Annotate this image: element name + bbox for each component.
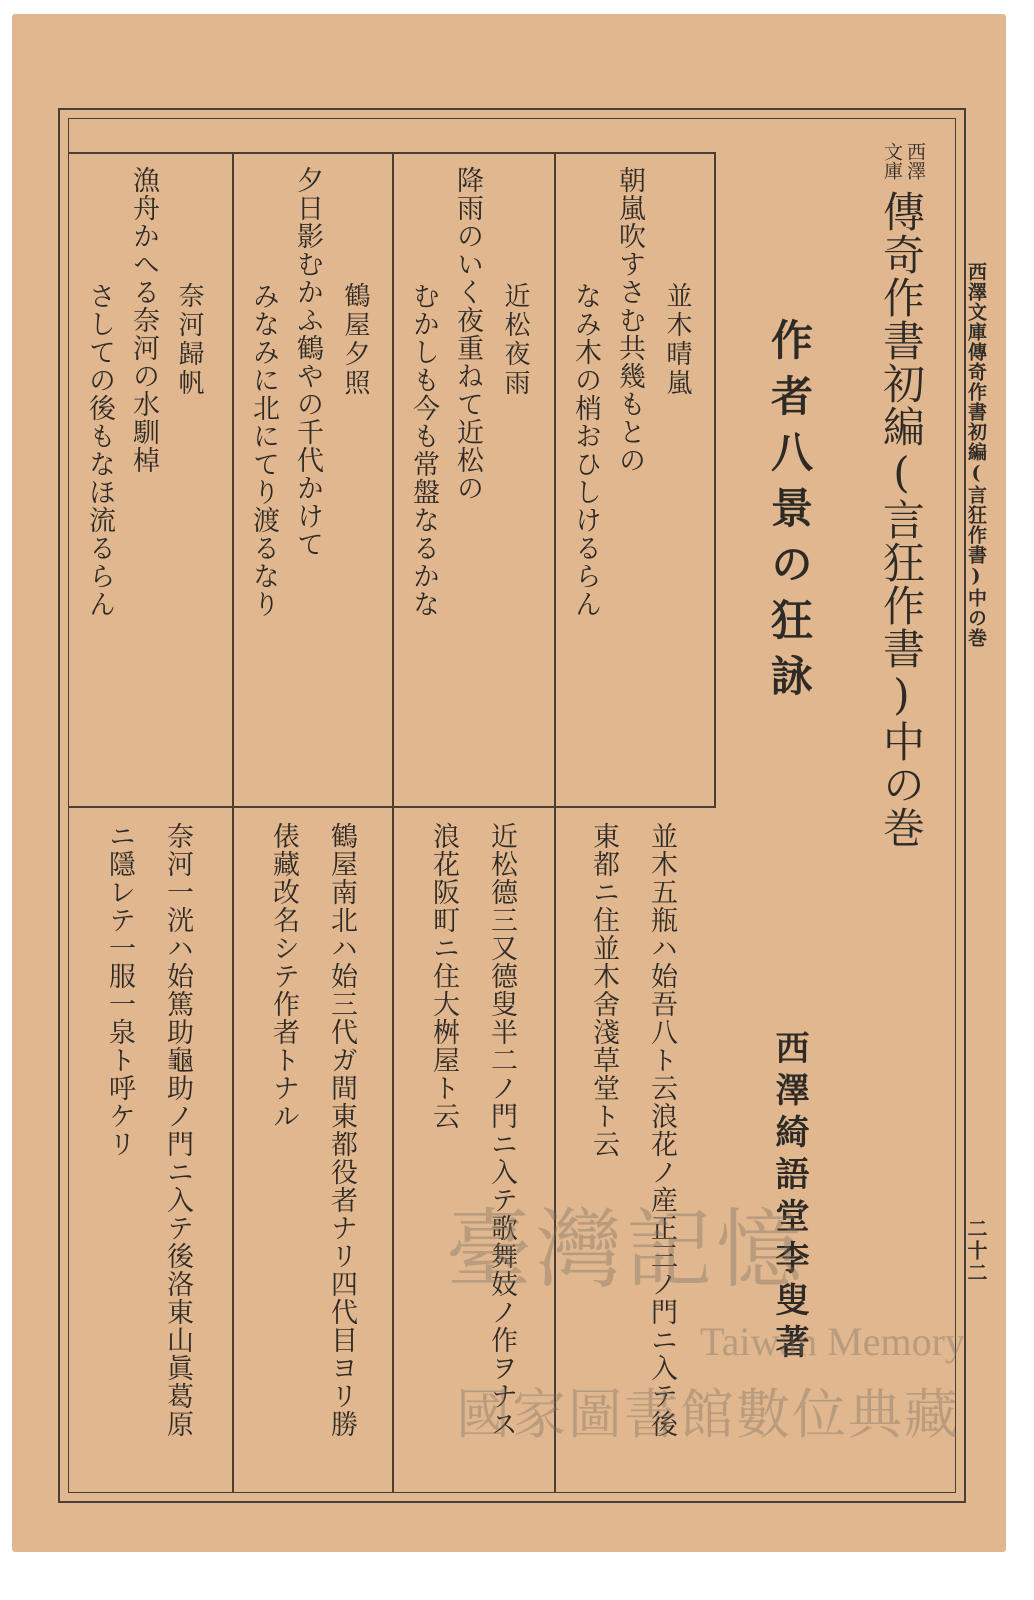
watermark-english: Taiwan Memory: [700, 1319, 965, 1364]
poem-line: 夕日影むかふ鶴やの千代かけて: [292, 166, 323, 558]
poem-line: 朝嵐吹すさむ共幾もとの: [614, 166, 645, 474]
poem-title: 近松夜雨: [500, 282, 530, 398]
poem-line: むかしも今も常盤なるかな: [408, 282, 439, 618]
watermark-library: 國家圖書館數位典藏: [456, 1383, 960, 1446]
poem-cell: [556, 152, 714, 806]
note-line: 東都ニ住並木舍淺草堂ト云: [588, 822, 619, 1158]
poem-cell: [394, 152, 554, 806]
series-prefix: 西澤文庫: [881, 142, 926, 180]
page-number: 二十二: [964, 1218, 988, 1284]
note-cell: [234, 808, 392, 1493]
poem-line: さしての後もなほ流るらん: [84, 282, 115, 618]
author-credit: 西澤綺語堂李叟著: [769, 1030, 809, 1366]
poem-line: 降雨のいく夜重ねて近松の: [452, 166, 483, 502]
running-header: 西澤文庫傳奇作書初編(言狂作書)中の巻: [965, 262, 987, 648]
poem-cell: [234, 152, 392, 806]
poem-line: なみ木の梢おひしけるらん: [570, 282, 601, 618]
note-line: 近松德三又德叟半二ノ門ニ入テ歌舞妓ノ作ヲナス: [486, 822, 517, 1438]
note-line: ニ隱レテ一服一泉ト呼ケリ: [104, 822, 135, 1158]
watermark-taiwan-memory: 臺灣記憶: [446, 1200, 806, 1300]
note-line: 鶴屋南北ハ始三代ガ間東都役者ナリ四代目ヨリ勝: [326, 822, 357, 1438]
note-line: 俵藏改名シテ作者トナル: [268, 822, 299, 1130]
poem-title: 鶴屋夕照: [340, 282, 370, 398]
note-line: 奈河一洸ハ始篤助龜助ノ門ニ入テ後洛東山眞葛原: [162, 822, 193, 1438]
poem-line: みなみに北にてり渡るなり: [248, 282, 279, 618]
poem-title: 並木晴嵐: [662, 282, 692, 398]
series-title: 傳奇作書初編(言狂作書)中の巻: [877, 190, 926, 849]
grid-right-rule: [714, 152, 716, 806]
note-line: 浪花阪町ニ住大桝屋ト云: [428, 822, 459, 1130]
section-title: 作者八景の狂詠: [765, 318, 814, 710]
poem-line: 漁舟かへる奈河の水馴棹: [128, 166, 159, 474]
poem-title: 奈河歸帆: [174, 282, 204, 398]
note-cell: [68, 808, 232, 1493]
poem-cell: [68, 152, 232, 806]
note-line: 並木五瓶ハ始吾八ト云浪花ノ産正三ノ門ニ入テ後: [646, 822, 677, 1438]
